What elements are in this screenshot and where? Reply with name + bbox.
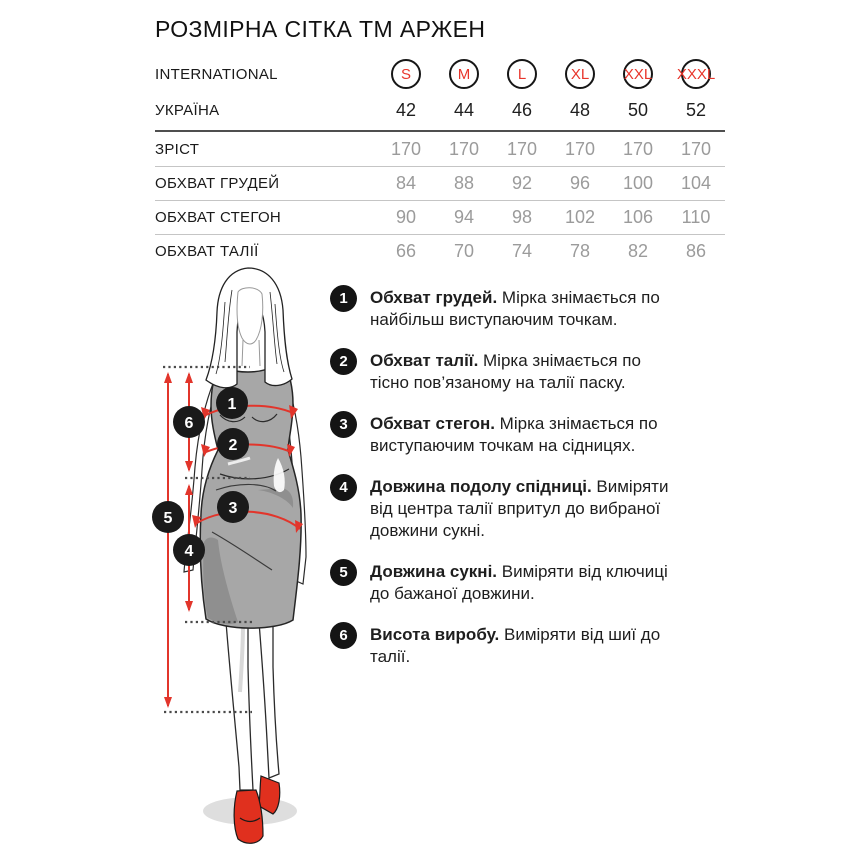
instruction-title: Висота виробу. (370, 625, 500, 644)
row-label: ОБХВАТ ТАЛІЇ (155, 243, 259, 260)
size-cell (377, 59, 435, 89)
instruction-text (370, 287, 676, 331)
ukraine-label: УКРАЇНА (155, 101, 220, 119)
cell: 94 (453, 207, 475, 227)
row-label: ОБХВАТ ГРУДЕЙ (155, 175, 280, 192)
size-cell (493, 59, 551, 89)
cell: 102 (564, 207, 596, 227)
ukraine-size: 52 (685, 99, 707, 120)
cell: 82 (627, 241, 649, 261)
ukraine-size: 48 (569, 99, 591, 120)
cell: 66 (395, 241, 417, 261)
instruction-text (370, 476, 676, 542)
size-table (155, 54, 725, 268)
marker-6: 6 (184, 415, 194, 432)
cell: 110 (681, 207, 711, 227)
table-row-hips (155, 200, 725, 234)
cell: 90 (395, 207, 417, 227)
mannequin-figure (140, 262, 340, 850)
size-circle-s: S (391, 59, 421, 89)
instruction-text (370, 624, 676, 668)
instruction-dress-length (330, 561, 676, 605)
instruction-text (370, 350, 676, 394)
table-row-height (155, 132, 725, 166)
cell: 170 (506, 138, 538, 159)
marker-5: 5 (163, 510, 173, 527)
instruction-desc: Виміряти від ключиці до бажаної довжини. (370, 562, 668, 603)
cell: 78 (569, 241, 591, 261)
instruction-title: Обхват грудей. (370, 288, 498, 307)
measurement-diagram (140, 262, 340, 850)
instruction-title: Довжина подолу спідниці. (370, 477, 592, 496)
head (206, 268, 292, 388)
size-circle-l: L (507, 59, 537, 89)
size-circle-xxl: XXL (623, 59, 653, 89)
table-row-international (155, 54, 725, 94)
instruction-text (370, 561, 676, 605)
instruction-desc: Виміряти від шиї до талії. (370, 625, 661, 666)
size-circle-xl: XL (565, 59, 595, 89)
instruction-desc: Виміряти від центра талії впритул до вибраної довжини сукні. (370, 477, 669, 540)
instruction-number: 1 (330, 285, 357, 312)
instruction-hips (330, 413, 676, 457)
instruction-title: Обхват стегон. (370, 414, 495, 433)
face (237, 288, 263, 344)
cell: 88 (453, 173, 475, 193)
instruction-item-height (330, 624, 676, 668)
instruction-number: 3 (330, 411, 357, 438)
cell: 104 (680, 173, 712, 193)
cell: 170 (564, 138, 596, 159)
cell: 106 (622, 207, 654, 227)
ukraine-size: 44 (453, 99, 475, 120)
instruction-text (370, 413, 676, 457)
cell: 70 (453, 241, 475, 261)
size-cell (667, 59, 725, 89)
size-circle-m: M (449, 59, 479, 89)
ukraine-size: 42 (395, 99, 417, 120)
international-label: INTERNATIONAL (155, 65, 278, 83)
row-label: ОБХВАТ СТЕГОН (155, 209, 282, 226)
cell: 170 (622, 138, 654, 159)
instruction-chest (330, 287, 676, 331)
cell: 170 (390, 138, 422, 159)
ukraine-size: 46 (511, 99, 533, 120)
instructions-list (330, 287, 676, 687)
table-row-ukraine (155, 94, 725, 126)
cell: 170 (680, 138, 712, 159)
marker-1: 1 (227, 396, 237, 413)
instruction-title: Обхват талії. (370, 351, 479, 370)
instruction-number: 5 (330, 559, 357, 586)
cell: 96 (569, 173, 591, 193)
instruction-skirt-length (330, 476, 676, 542)
marker-4: 4 (184, 543, 194, 560)
instruction-desc: Мірка знімається по найбільш виступаючим точкам. (370, 288, 660, 329)
row-label: ЗРІСТ (155, 140, 200, 158)
legs (226, 622, 279, 790)
size-circle-xxxl: XXXL (681, 59, 711, 89)
page-title: РОЗМІРНА СІТКА ТМ АРЖЕН (155, 16, 486, 42)
instruction-number: 6 (330, 622, 357, 649)
marker-2: 2 (228, 437, 238, 454)
table-row-chest (155, 166, 725, 200)
size-cell (435, 59, 493, 89)
cell: 92 (511, 173, 533, 193)
measurements-body (155, 130, 725, 268)
instruction-title: Довжина сукні. (370, 562, 498, 581)
cell: 98 (511, 207, 533, 227)
marker-3: 3 (228, 500, 238, 517)
cell: 100 (622, 173, 654, 193)
instruction-desc: Мірка знімається по тісно пов’язаному на талії паску. (370, 351, 641, 392)
cell: 84 (395, 173, 417, 193)
cell: 74 (511, 241, 533, 261)
size-cell (609, 59, 667, 89)
cell: 86 (685, 241, 707, 261)
instruction-waist (330, 350, 676, 394)
size-cell (551, 59, 609, 89)
instruction-number: 4 (330, 474, 357, 501)
cell: 170 (448, 138, 480, 159)
ukraine-size: 50 (627, 99, 649, 120)
instruction-desc: Мірка знімається по виступаючим точкам на сідницях. (370, 414, 658, 455)
instruction-number: 2 (330, 348, 357, 375)
